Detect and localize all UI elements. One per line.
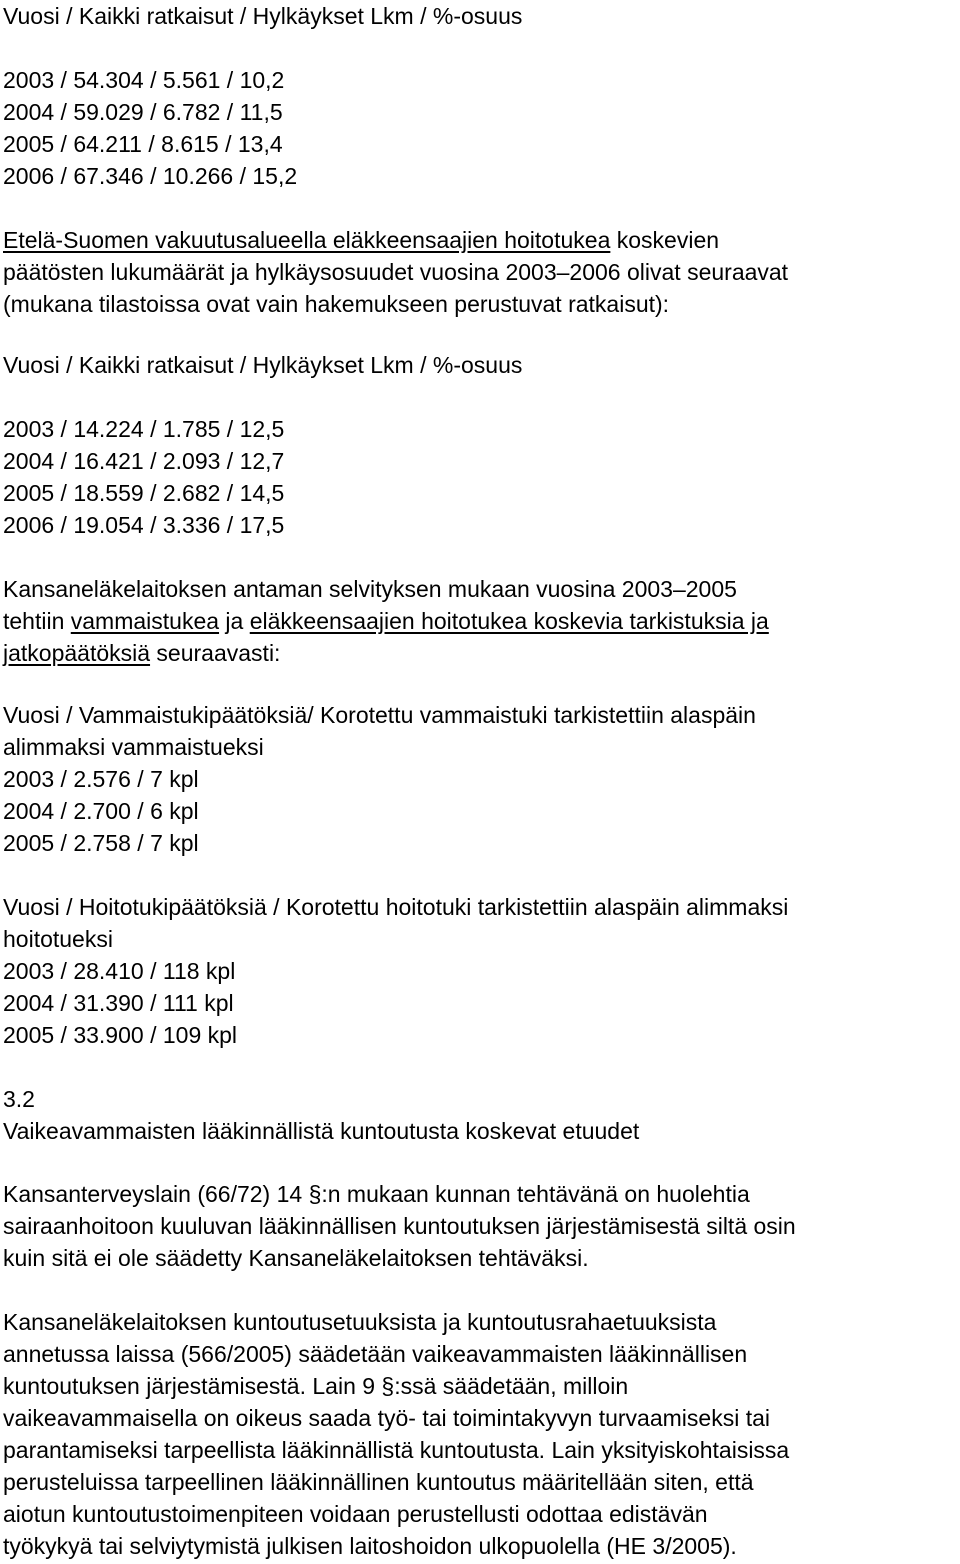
paragraph-line: aiotun kuntoutustoimenpiteen voidaan perustellusti odottaa edistävän bbox=[3, 1501, 708, 1527]
table-header: Vuosi / Vammaistukipäätöksiä/ Korotettu vammaistuki tarkistettiin alaspäin bbox=[3, 702, 756, 728]
paragraph-line: annetussa laissa (566/2005) säädetään vaikeavammaisten lääkinnällisen bbox=[3, 1341, 748, 1367]
paragraph-hoitotuki-intro bbox=[3, 224, 960, 320]
paragraph-line bbox=[3, 224, 960, 256]
vammaistuki-link[interactable]: vammaistukea bbox=[70, 608, 220, 634]
paragraph-text: tehtiin bbox=[3, 608, 71, 634]
paragraph-line: vaikeavammaisella on oikeus saada työ- tai toimintakyvyn turvaamiseksi tai bbox=[3, 1405, 770, 1431]
paragraph-line: työkykyä tai selviytymistä julkisen laitoshoidon ulkopuolella (HE 3/2005). bbox=[3, 1533, 737, 1559]
table-row: 2006 / 19.054 / 3.336 / 17,5 bbox=[3, 512, 285, 538]
stats-table-1 bbox=[3, 0, 960, 192]
paragraph-line: päätösten lukumäärät ja hylkäysosuudet vuosina 2003–2006 olivat seuraavat bbox=[3, 259, 789, 285]
table-row: 2003 / 2.576 / 7 kpl bbox=[3, 766, 199, 792]
hoitotuki-link[interactable]: Etelä-Suomen vakuutusalueella eläkkeensaajien hoitotukea bbox=[3, 227, 611, 253]
paragraph-text: seuraavasti: bbox=[150, 640, 281, 666]
section-title: Vaikeavammaisten lääkinnällistä kuntoutusta koskevat etuudet bbox=[3, 1118, 640, 1144]
table-row: 2003 / 14.224 / 1.785 / 12,5 bbox=[3, 416, 285, 442]
paragraph-line: perusteluissa tarpeellinen lääkinnällinen kuntoutus määritellään siten, että bbox=[3, 1469, 754, 1495]
paragraph-kansanterveyslaki bbox=[3, 1178, 960, 1274]
jatkopaatokset-link[interactable]: jatkopäätöksiä bbox=[3, 640, 151, 666]
table-row: 2004 / 31.390 / 111 kpl bbox=[3, 990, 234, 1016]
table-row: 2005 / 64.211 / 8.615 / 13,4 bbox=[3, 131, 283, 157]
section-heading bbox=[3, 1083, 960, 1147]
paragraph-line bbox=[3, 605, 960, 637]
table-row: 2005 / 33.900 / 109 kpl bbox=[3, 1022, 238, 1048]
stats-table-4 bbox=[3, 891, 960, 1051]
paragraph-line: kuntoutuksen järjestämisestä. Lain 9 §:ssä säädetään, milloin bbox=[3, 1373, 629, 1399]
paragraph-line: sairaanhoitoon kuuluvan lääkinnällisen kuntoutuksen järjestämisestä siltä osin bbox=[3, 1213, 796, 1239]
paragraph-line: (mukana tilastoissa ovat vain hakemukseen perustuvat ratkaisut): bbox=[3, 291, 670, 317]
table-row: 2006 / 67.346 / 10.266 / 15,2 bbox=[3, 163, 298, 189]
paragraph-line: Kansanterveyslain (66/72) 14 §:n mukaan kunnan tehtävänä on huolehtia bbox=[3, 1181, 750, 1207]
table-row: 2003 / 28.410 / 118 kpl bbox=[3, 958, 236, 984]
table-header: Vuosi / Hoitotukipäätöksiä / Korotettu hoitotuki tarkistettiin alaspäin alimmaksi bbox=[3, 894, 789, 920]
stats-table-2 bbox=[3, 349, 960, 541]
table-row: 2004 / 59.029 / 6.782 / 11,5 bbox=[3, 99, 283, 125]
stats-table-3 bbox=[3, 699, 960, 859]
paragraph-line: Kansaneläkelaitoksen antaman selvityksen mukaan vuosina 2003–2005 bbox=[3, 576, 737, 602]
table-header: Vuosi / Kaikki ratkaisut / Hylkäykset Lkm / %-osuus bbox=[3, 352, 523, 378]
paragraph-text: ja bbox=[219, 608, 250, 634]
table-header: hoitotueksi bbox=[3, 926, 113, 952]
paragraph-line: Kansaneläkelaitoksen kuntoutusetuuksista ja kuntoutusrahaetuuksista bbox=[3, 1309, 717, 1335]
paragraph-tarkistukset bbox=[3, 573, 960, 669]
paragraph-line: parantamiseksi tarpeellista lääkinnällistä kuntoutusta. Lain yksityiskohtaisissa bbox=[3, 1437, 790, 1463]
table-row: 2003 / 54.304 / 5.561 / 10,2 bbox=[3, 67, 285, 93]
table-row: 2005 / 18.559 / 2.682 / 14,5 bbox=[3, 480, 285, 506]
paragraph-line: kuin sitä ei ole säädetty Kansaneläkelaitoksen tehtäväksi. bbox=[3, 1245, 589, 1271]
table-row: 2004 / 2.700 / 6 kpl bbox=[3, 798, 199, 824]
paragraph-text: koskevien bbox=[610, 227, 720, 253]
table-header: Vuosi / Kaikki ratkaisut / Hylkäykset Lkm / %-osuus bbox=[3, 3, 523, 29]
paragraph-line bbox=[3, 637, 960, 669]
table-row: 2005 / 2.758 / 7 kpl bbox=[3, 830, 199, 856]
section-number: 3.2 bbox=[3, 1086, 35, 1112]
paragraph-kuntoutusetuudet bbox=[3, 1306, 960, 1562]
table-header: alimmaksi vammaistueksi bbox=[3, 734, 264, 760]
table-row: 2004 / 16.421 / 2.093 / 12,7 bbox=[3, 448, 285, 474]
hoitotuki-tarkistukset-link[interactable]: eläkkeensaajien hoitotukea koskevia tarkistuksia ja bbox=[249, 608, 769, 634]
